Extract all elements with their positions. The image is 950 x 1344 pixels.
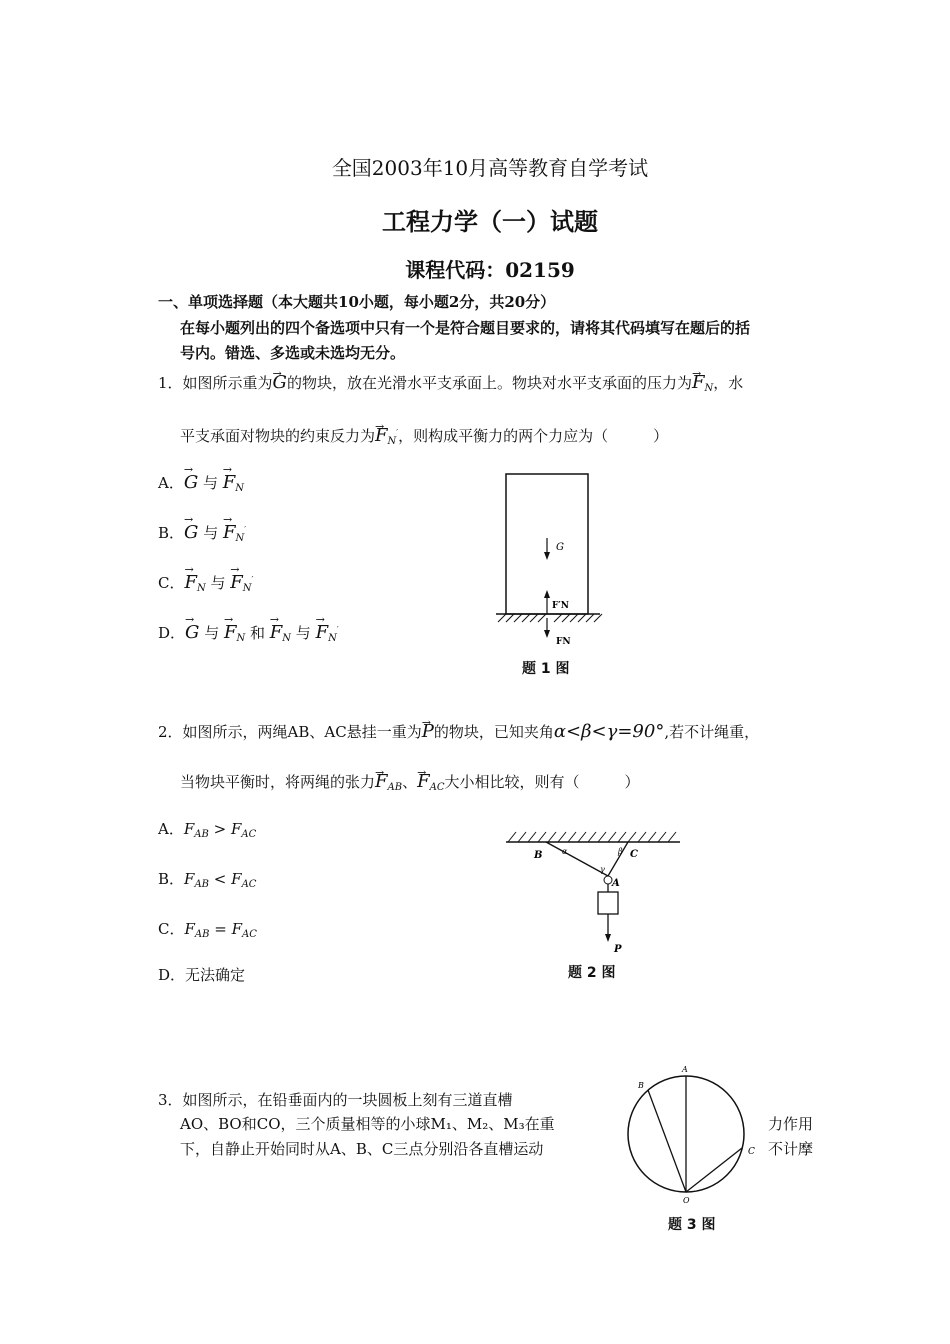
q2-caption: 题 2 图 [568, 965, 616, 981]
q2-stem-line2: 当物块平衡时，将两绳的张力→ $F_{AB}$、→ $F_{AC}$大小相比较，则有（ ） [180, 772, 640, 798]
q2-option-a[interactable]: A．$F_{AB} > F_{AC}$ [158, 820, 257, 840]
q1-option-c[interactable]: C．→ $F_N$ 与 → $F_N'$ [158, 572, 253, 594]
q2-figure [500, 824, 690, 964]
instructions-line1: 在每小题列出的四个备选项中只有一个是符合题目要求的，请将其代码填写在题后的括 [180, 319, 751, 337]
q3-caption: 题 3 图 [668, 1217, 716, 1233]
instructions-line2: 号内。错选、多选或未选均无分。 [180, 344, 406, 362]
exam-title: 全国2003年10月高等教育自学考试 [331, 156, 649, 180]
label-p: P [614, 944, 622, 955]
label-gamma: γ [600, 865, 605, 874]
q3-right2: 不计摩 [768, 1140, 814, 1158]
q3-line1: 3．如图所示，在铅垂面内的一块圆板上刻有三道直槽 [158, 1091, 513, 1109]
ground-hatch [498, 614, 602, 622]
label-a: A [612, 878, 620, 889]
fn-prime-label: F′N [552, 601, 569, 611]
ring-a [604, 876, 612, 884]
q2-option-c[interactable]: C．$F_{AB} = F_{AC}$ [158, 920, 257, 940]
q1-option-b[interactable]: B．→ G 与 → $F_N'$ [158, 522, 246, 544]
label-a: A [682, 1065, 688, 1074]
g-label: G [556, 542, 564, 553]
subject-title: 工程力学（一）试题 [382, 207, 598, 236]
label-b: B [638, 1081, 644, 1090]
q3-line2: AO、BO和CO，三个质量相等的小球M₁、M₂、M₃在重 [180, 1115, 555, 1133]
rope-ab [546, 842, 608, 876]
section-title: 一、单项选择题（本大题共10小题，每小题2分，共20分） [158, 293, 556, 311]
q1-option-a[interactable]: A．→ G 与 → $F_N$ [158, 472, 244, 494]
q3-figure [620, 1062, 760, 1206]
q2-stem-line1: 2．如图所示，两绳AB、AC悬挂一重为→ P的物块，已知夹角α<β<γ=90°,若不计绳重， [158, 722, 759, 742]
q2-option-d[interactable]: D．无法确定 [158, 966, 246, 984]
q2-option-b[interactable]: B．$F_{AB} < F_{AC}$ [158, 870, 257, 890]
q3-right1: 力作用 [768, 1115, 814, 1133]
label-beta: β [618, 847, 623, 856]
q1-option-d[interactable]: D．→ G 与 → $F_N$ 和 → $F_N$ 与 → $F_N'$ [158, 622, 339, 644]
groove-bo [648, 1090, 686, 1192]
q1-stem-line2: 平支承面对物块的约束反力为→ $F_N'$，则构成平衡力的两个力应为（ ） [180, 423, 668, 452]
vector-g: → G [273, 373, 287, 393]
label-b: B [534, 850, 543, 861]
course-code: 课程代码：02159 [405, 258, 575, 282]
label-alpha: α [562, 847, 568, 856]
fn-label: FN [556, 637, 571, 647]
label-o: O [683, 1196, 690, 1205]
q3-line3: 下，自静止开始同时从A、B、C三点分别沿各直槽运动 [180, 1140, 544, 1158]
ceiling-hatch [508, 832, 676, 842]
label-c: C [630, 849, 638, 860]
q1-caption: 题 1 图 [522, 661, 570, 677]
label-c: C [748, 1147, 755, 1157]
q1-stem-line1: 1．如图所示重为→ G的物块，放在光滑水平支承面上。物块对水平支承面的压力为→ $F_N$，水 [158, 373, 828, 399]
q1-figure [490, 468, 610, 658]
weight-block [598, 892, 618, 914]
